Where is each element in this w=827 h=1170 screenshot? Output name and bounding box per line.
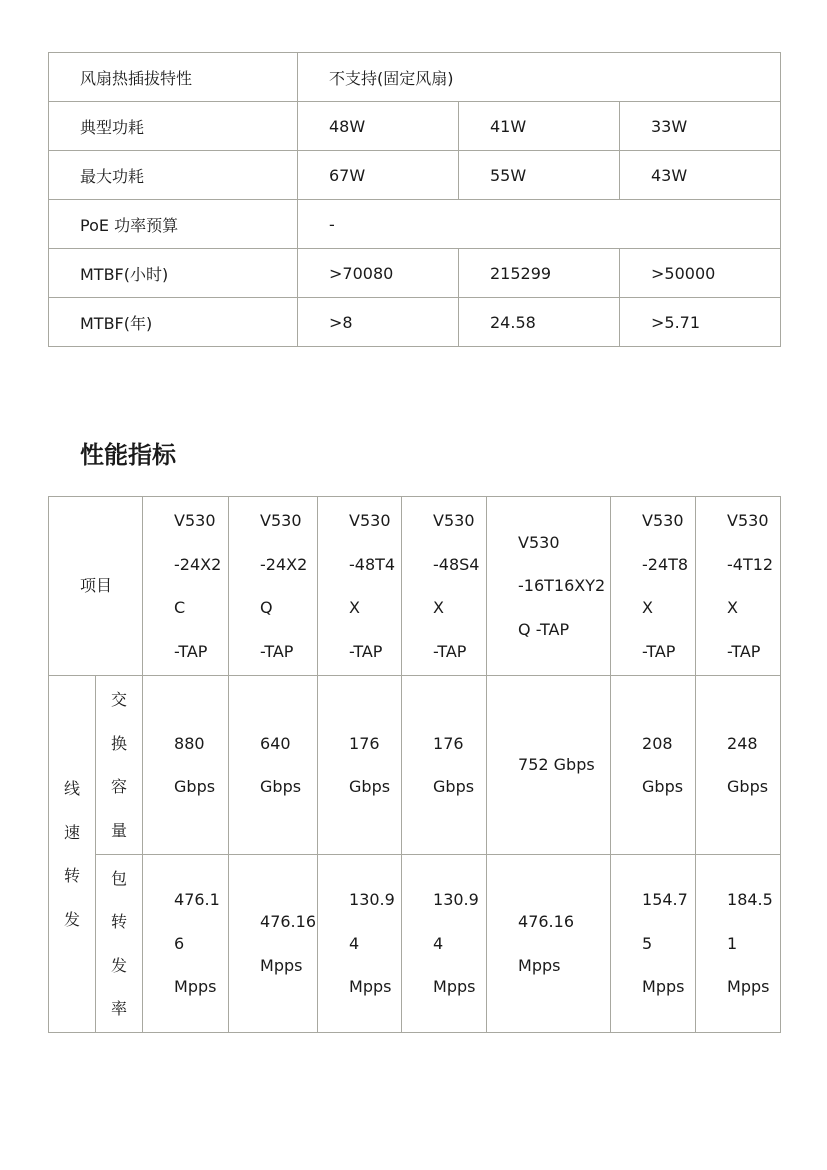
row-label bbox=[96, 855, 143, 1033]
cell-line: 880 bbox=[174, 733, 205, 753]
row-label-char: 率 bbox=[111, 999, 128, 1018]
model-line: -48S4 bbox=[433, 554, 480, 574]
cell-line: 130.9 bbox=[433, 890, 479, 910]
table-row bbox=[49, 298, 781, 347]
table-row bbox=[49, 151, 781, 200]
model-line: X bbox=[349, 598, 360, 617]
group-label-char: 线 bbox=[63, 779, 80, 798]
model-line: C bbox=[174, 598, 186, 617]
model-header bbox=[611, 497, 696, 676]
header-row bbox=[49, 497, 781, 676]
model-line: V530 bbox=[260, 511, 302, 530]
row-label-char: 容 bbox=[111, 777, 128, 796]
model-header bbox=[143, 497, 229, 676]
table-row bbox=[49, 53, 781, 102]
cell-line: Mpps bbox=[518, 955, 561, 975]
table-row bbox=[49, 855, 781, 1033]
model-line: V530 bbox=[642, 511, 684, 530]
cell-line: Gbps bbox=[349, 777, 391, 796]
cell-line: 6 bbox=[174, 933, 185, 953]
table-row bbox=[49, 102, 781, 151]
row-label-char: 换 bbox=[111, 733, 128, 753]
group-label bbox=[49, 676, 96, 1033]
model-line: -24X2 bbox=[260, 554, 308, 574]
cell-line: 640 bbox=[260, 733, 291, 753]
model-line: -16T16XY2 bbox=[518, 576, 606, 596]
table-cell bbox=[487, 676, 611, 855]
row-label: 最大功耗 bbox=[49, 151, 298, 200]
model-line: Q bbox=[260, 598, 273, 617]
cell-line: 5 bbox=[642, 933, 653, 953]
group-label-char: 转 bbox=[63, 866, 80, 885]
table-cell: 48W bbox=[298, 102, 459, 151]
cell-line: Gbps bbox=[727, 777, 769, 796]
model-line: X bbox=[642, 598, 653, 617]
row-label: 典型功耗 bbox=[49, 102, 298, 151]
model-line: V530 bbox=[174, 511, 216, 530]
cell-line: Mpps bbox=[727, 977, 770, 997]
model-line: X bbox=[727, 598, 738, 617]
row-label bbox=[96, 676, 143, 855]
cell-line: Gbps bbox=[433, 777, 475, 796]
model-line: Q -TAP bbox=[518, 619, 570, 639]
model-header bbox=[402, 497, 487, 676]
model-line: -4T12 bbox=[727, 554, 774, 574]
cell-line: 4 bbox=[433, 933, 444, 953]
row-label: 风扇热插拔特性 bbox=[49, 53, 298, 102]
table-cell: 41W bbox=[459, 102, 620, 151]
table-cell: 215299 bbox=[459, 249, 620, 298]
perf-table bbox=[48, 496, 781, 1033]
model-line: V530 bbox=[433, 511, 475, 530]
model-line: -TAP bbox=[727, 641, 761, 661]
cell-line: 154.7 bbox=[642, 890, 688, 910]
cell-line: Mpps bbox=[433, 977, 476, 997]
cell-line: Mpps bbox=[349, 977, 392, 997]
cell-line: 176 bbox=[349, 733, 380, 753]
cell-line: 176 bbox=[433, 733, 464, 753]
table-cell: >70080 bbox=[298, 249, 459, 298]
table-cell: >50000 bbox=[620, 249, 781, 298]
row-label: PoE 功率预算 bbox=[49, 200, 298, 249]
table-cell bbox=[229, 676, 318, 855]
model-line: V530 bbox=[727, 511, 769, 530]
table-cell bbox=[402, 676, 487, 855]
table-cell: 33W bbox=[620, 102, 781, 151]
item-header: 项目 bbox=[49, 497, 143, 676]
cell-line: Gbps bbox=[174, 777, 216, 796]
model-line: -TAP bbox=[642, 641, 676, 661]
cell-line: Mpps bbox=[642, 977, 685, 997]
table-cell bbox=[143, 855, 229, 1033]
cell-line: 476.16 bbox=[260, 912, 316, 931]
model-line: X bbox=[433, 598, 444, 617]
table-row bbox=[49, 249, 781, 298]
cell-line: 248 bbox=[727, 733, 758, 753]
table-cell: 67W bbox=[298, 151, 459, 200]
model-line: -TAP bbox=[260, 641, 294, 661]
row-label: MTBF(年) bbox=[49, 298, 298, 347]
model-line: -24X2 bbox=[174, 554, 222, 574]
model-header bbox=[318, 497, 402, 676]
group-label-char: 发 bbox=[63, 909, 80, 929]
model-line: -TAP bbox=[174, 641, 208, 661]
table-cell bbox=[487, 855, 611, 1033]
spec-table bbox=[48, 52, 781, 347]
table-cell bbox=[318, 855, 402, 1033]
section-heading: 性能指标 bbox=[80, 441, 176, 469]
table-cell bbox=[143, 676, 229, 855]
table-cell: >5.71 bbox=[620, 298, 781, 347]
cell-line: 476.16 bbox=[518, 912, 574, 931]
group-label-char: 速 bbox=[63, 822, 80, 842]
table-cell: - bbox=[298, 200, 781, 249]
cell-line: Mpps bbox=[174, 977, 217, 997]
table-cell: 24.58 bbox=[459, 298, 620, 347]
model-header bbox=[229, 497, 318, 676]
cell-line: 752 Gbps bbox=[518, 755, 595, 775]
cell-line: 1 bbox=[727, 933, 738, 953]
table-cell bbox=[229, 855, 318, 1033]
table-cell bbox=[696, 855, 781, 1033]
model-line: V530 bbox=[349, 511, 391, 530]
cell-line: Mpps bbox=[260, 955, 303, 975]
table-cell: 55W bbox=[459, 151, 620, 200]
row-label-char: 交 bbox=[111, 690, 128, 709]
model-header bbox=[487, 497, 611, 676]
model-line: -TAP bbox=[349, 641, 383, 661]
row-label-char: 量 bbox=[111, 820, 128, 840]
model-line: -TAP bbox=[433, 641, 467, 661]
model-line: -48T4 bbox=[349, 554, 396, 574]
cell-line: Gbps bbox=[642, 777, 684, 796]
model-line: V530 bbox=[518, 532, 560, 552]
cell-line: Gbps bbox=[260, 777, 302, 796]
table-cell: 43W bbox=[620, 151, 781, 200]
table-cell: 不支持(固定风扇) bbox=[298, 53, 781, 102]
table-cell: >8 bbox=[298, 298, 459, 347]
model-line: -24T8 bbox=[642, 554, 689, 574]
cell-line: 208 bbox=[642, 733, 673, 753]
row-label-char: 转 bbox=[111, 912, 128, 931]
cell-line: 184.5 bbox=[727, 890, 773, 910]
table-cell bbox=[318, 676, 402, 855]
table-row bbox=[49, 200, 781, 249]
cell-line: 476.1 bbox=[174, 890, 220, 910]
cell-line: 4 bbox=[349, 933, 360, 953]
table-cell bbox=[402, 855, 487, 1033]
row-label-char: 发 bbox=[111, 955, 128, 975]
model-header bbox=[696, 497, 781, 676]
table-cell bbox=[696, 676, 781, 855]
table-cell bbox=[611, 676, 696, 855]
row-label: MTBF(小时) bbox=[49, 249, 298, 298]
table-row bbox=[49, 676, 781, 855]
cell-line: 130.9 bbox=[349, 890, 395, 910]
table-cell bbox=[611, 855, 696, 1033]
row-label-char: 包 bbox=[111, 868, 128, 888]
